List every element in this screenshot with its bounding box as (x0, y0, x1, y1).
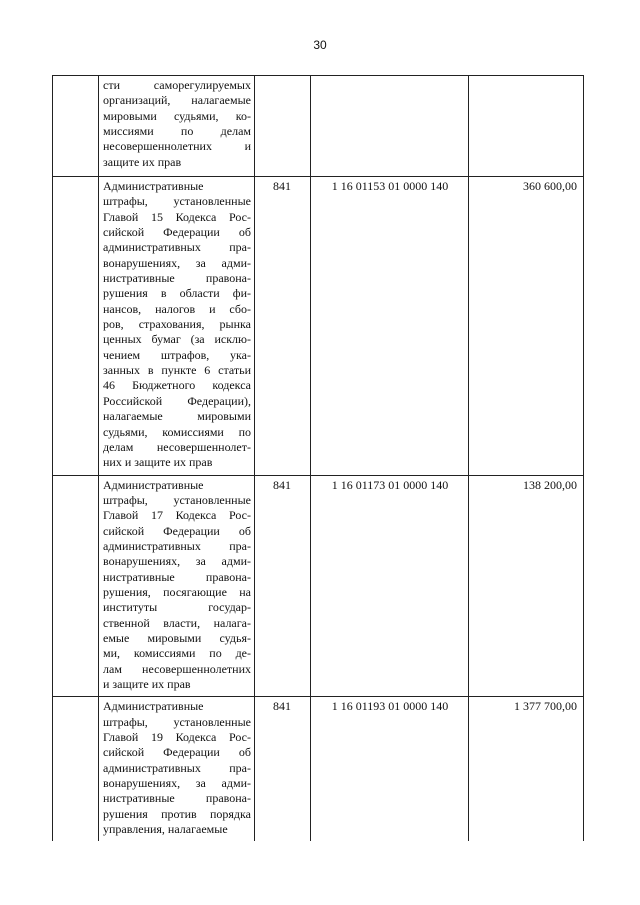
description-line: нистративные правона- (103, 569, 251, 584)
description-line: несовершеннолетних и (103, 139, 251, 154)
kbk-code-cell (311, 76, 469, 177)
description-line: делам несовершеннолет- (103, 439, 251, 454)
description-line: судьями, комиссиями по (103, 424, 251, 439)
kbk-code-cell: 1 16 01193 01 0000 140 (311, 697, 469, 842)
description-line: 46 Бюджетного кодекса (103, 378, 251, 393)
kbk-code-cell: 1 16 01153 01 0000 140 (311, 177, 469, 476)
description-cell (99, 76, 255, 177)
amount-cell: 138 200,00 (469, 475, 584, 697)
description-line: ров, страхования, рынка (103, 317, 251, 332)
table-row (53, 697, 584, 842)
table-body (53, 76, 584, 842)
description-line: рушения в области фи- (103, 286, 251, 301)
description-line: Главой 17 Кодекса Рос- (103, 508, 251, 523)
description-line: штрафы, установленные (103, 194, 251, 209)
admin-code-cell: 841 (255, 177, 311, 476)
admin-code-cell: 841 (255, 475, 311, 697)
description-line: Административные (103, 179, 204, 193)
row-number-cell (53, 475, 99, 697)
row-number-cell (53, 76, 99, 177)
description-line: миссиями по делам (103, 124, 251, 139)
description-line: сийской Федерации об (103, 225, 251, 240)
description-line: налагаемые мировыми (103, 409, 251, 424)
table-row (53, 76, 584, 177)
page-number: 30 (313, 38, 327, 52)
amount-cell: 1 377 700,00 (469, 697, 584, 842)
description-line: мировыми судьями, ко- (103, 108, 251, 123)
description-line: ственной власти, налага- (103, 615, 251, 630)
description-line: защите их прав (103, 154, 182, 169)
description-line: вонарушениях, за адми- (103, 554, 251, 569)
description-line: организаций, налагаемые (103, 93, 251, 108)
description-line: занных в пункте 6 статьи (103, 363, 251, 378)
kbk-code-cell: 1 16 01173 01 0000 140 (311, 475, 469, 697)
description-cell (99, 177, 255, 476)
amount-cell: 360 600,00 (469, 177, 584, 476)
description-line: сийской Федерации об (103, 523, 251, 538)
description-line: Главой 15 Кодекса Рос- (103, 209, 251, 224)
description-line: штрафы, установленные (103, 714, 251, 729)
description-cell (99, 697, 255, 842)
description-line: ми, комиссиями по де- (103, 646, 251, 661)
description-line: вонарушениях, за адми- (103, 776, 251, 791)
description-line: чением штрафов, ука- (103, 347, 251, 362)
row-number-cell (53, 177, 99, 476)
description-line: Российской Федерации), (103, 393, 251, 408)
table-row (53, 475, 584, 697)
admin-code-cell: 841 (255, 697, 311, 842)
description-line: Административные (103, 699, 204, 714)
description-line: административных пра- (103, 240, 251, 255)
description-line: административных пра- (103, 760, 251, 775)
description-line: институты государ- (103, 600, 251, 615)
description-line: Административные (103, 477, 204, 492)
description-line: административных пра- (103, 538, 251, 553)
amount-cell (469, 76, 584, 177)
description-line: емые мировыми судья- (103, 630, 251, 645)
description-line: и защите их прав (103, 677, 191, 691)
description-line: рушения против порядка (103, 806, 251, 821)
description-line: ценных бумаг (за исклю- (103, 332, 251, 347)
description-line: нистративные правона- (103, 791, 251, 806)
description-line: сти саморегулируемых (103, 78, 251, 92)
description-line: нистративные правона- (103, 271, 251, 286)
description-line: управления, налагаемые (103, 822, 228, 837)
description-line: нансов, налогов и сбо- (103, 301, 251, 316)
description-line: вонарушениях, за адми- (103, 255, 251, 270)
description-line: штрафы, установленные (103, 492, 251, 507)
description-line: лам несовершеннолетних (103, 661, 251, 676)
description-line: сийской Федерации об (103, 745, 251, 760)
description-line: рушения, посягающие на (103, 584, 251, 599)
admin-code-cell (255, 76, 311, 177)
description-line: Главой 19 Кодекса Рос- (103, 730, 251, 745)
description-line: них и защите их прав (103, 455, 213, 470)
description-cell (99, 475, 255, 697)
row-number-cell (53, 697, 99, 842)
table-row (53, 177, 584, 476)
budget-revenue-table (52, 75, 584, 841)
